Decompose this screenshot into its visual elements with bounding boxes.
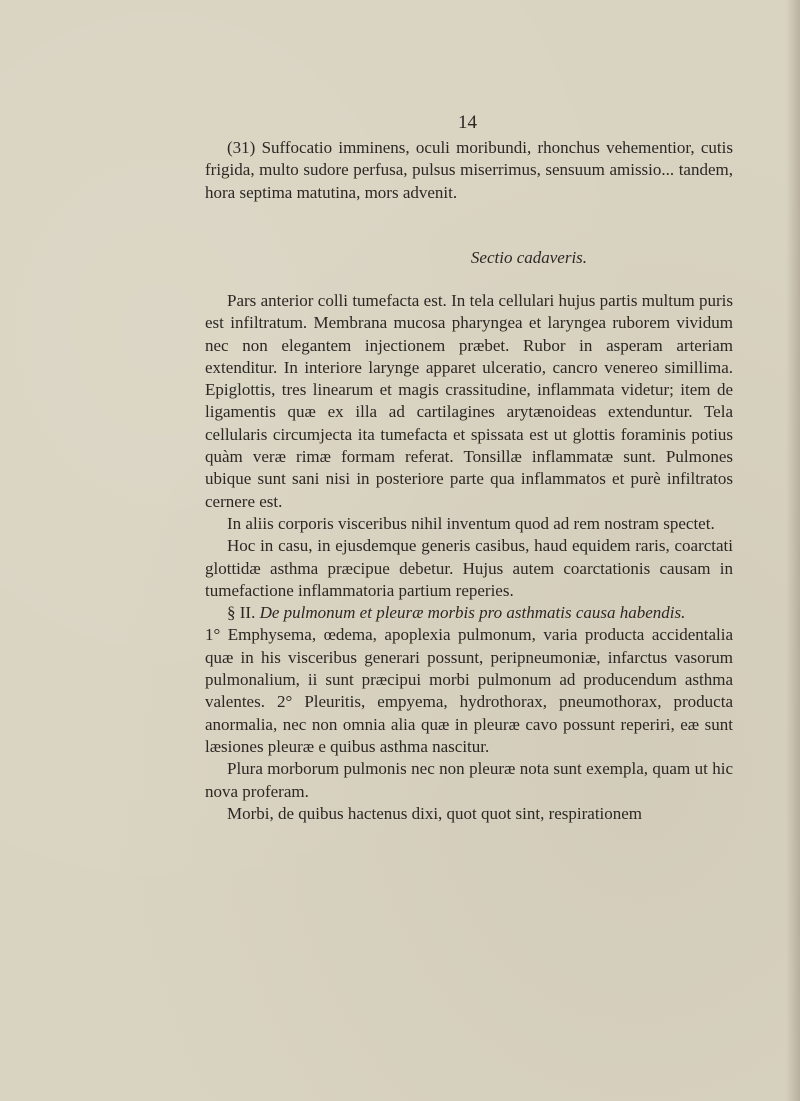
section-symbol: § II. (227, 603, 256, 623)
section-2-heading (205, 602, 733, 624)
paragraph-sectio-2: In aliis corporis visceribus nihil inventum quod ad rem nostram spectet. (227, 513, 715, 533)
paragraph-sectio-1: Pars anterior colli tumefacta est. In tela cellulari hujus partis multum puris est infiltratum. Membrana mucosa pharyngea et laryngea ruborem vividum nec non elegantem injectionem præbet. Rubor in asperam arteriam extenditur. In interiore larynge apparet ulceratio, cancro venereo simillima. Epiglottis, tres linearum et magis crassitudine, inflammata videtur; item de ligamentis quæ ex illa ad cartilagines arytænoideas extenduntur. Tela cellularis circumjecta ita tumefacta et spissata est ut glottis foraminis potius quàm veræ rimæ formam referat. Tonsillæ inflammatæ sunt. Pulmones ubique sunt sani nisi in posteriore parte qua inflammatos et purè infiltratos cernere est. (205, 291, 733, 511)
paragraph-section2-1: 1° Emphysema, œdema, apoplexia pulmonum, varia producta accidentalia quæ in his visceribus generari possunt, peripneumoniæ, infarctus vasorum pulmonalium, ii sunt præcipui morbi pulmonum ad producendum asthma valentes. 2° Pleuritis, empyema, hydrothorax, pneumothorax, producta anormalia, nec non omnia alia quæ in pleuræ cavo possunt reperiri, eæ sunt læsiones pleuræ e quibus asthma nascitur. (205, 625, 733, 756)
text-block-case-31 (205, 137, 733, 204)
text-block-sectio (205, 290, 733, 825)
paragraph-31: (31) Suffocatio imminens, oculi moribundi, rhonchus vehementior, cutis frigida, multo sudore perfusa, pulsus miserrimus, sensuum amissio... tandem, hora septima matutina, mors advenit. (205, 138, 733, 202)
paragraph-section2-3: Morbi, de quibus hactenus dixi, quot quot sint, respirationem (227, 803, 643, 823)
paragraph-section2-2: Plura morborum pulmonis nec non pleuræ nota sunt exempla, quam ut hic nova proferam. (205, 759, 733, 801)
page-number: 14 (458, 112, 477, 133)
page-edge-shadow (786, 0, 800, 1101)
paragraph-sectio-3: Hoc in casu, in ejusdemque generis casibus, haud equidem raris, coarctati glottidæ asthma præcipue debetur. Hujus autem coarctationis causam in tumefactione inflammatoria partium reperies. (205, 536, 733, 600)
section-heading-sectio-cadaveris: Sectio cadaveris. (470, 248, 588, 267)
section-2-title: De pulmonum et pleuræ morbis pro asthmatis causa habendis. (259, 603, 686, 623)
